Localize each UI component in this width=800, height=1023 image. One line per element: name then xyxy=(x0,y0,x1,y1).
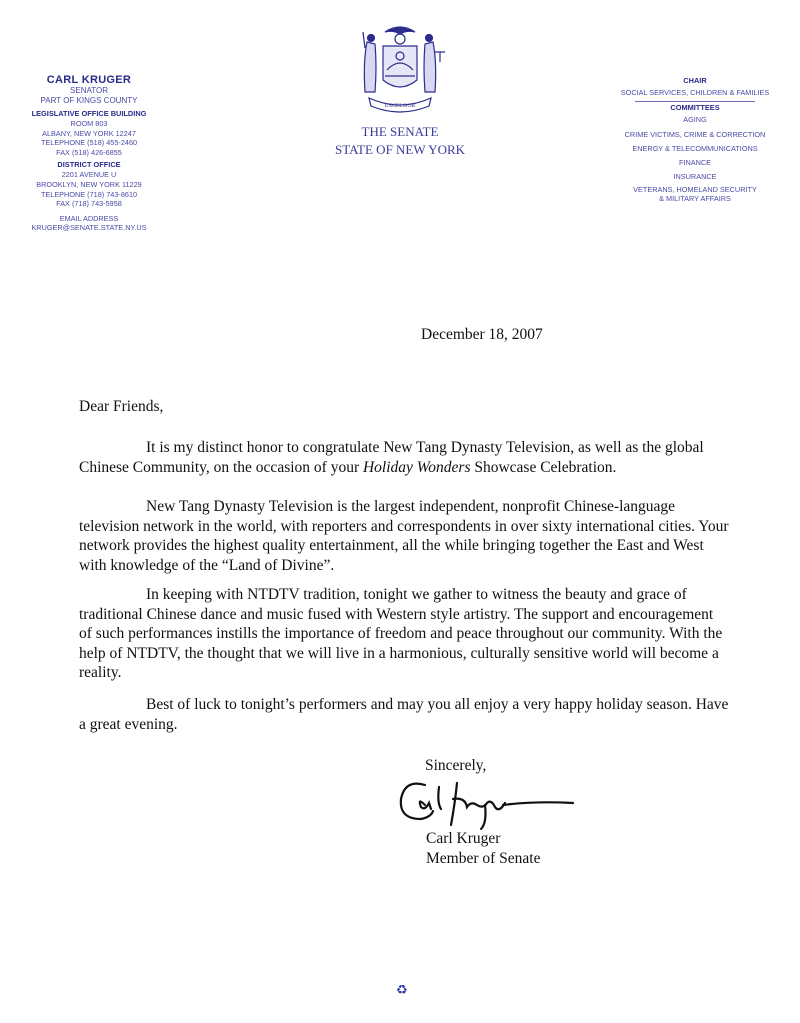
senate-title: THE SENATE xyxy=(361,124,439,139)
chair-committee: SOCIAL SERVICES, CHILDREN & FAMILIES xyxy=(620,88,770,97)
paragraph-3: In keeping with NTDTV tradition, tonight we gather to witness the beauty and grace of traditional Chinese dance and music fused with Western style artistry. The support and encouragement of such performances instills the importance of freedom and peace throughout our community. With the help of NTDTV, the thought that we will live in a harmonious, culturally sensitive world will become a reality. xyxy=(79,586,723,681)
letterhead-left xyxy=(0,74,178,233)
committee-item: CRIME VICTIMS, CRIME & CORRECTION xyxy=(624,129,766,139)
legislative-line: ROOM 803 xyxy=(70,119,108,128)
seal-motto: EXCELSIOR xyxy=(384,103,416,109)
legislative-line: TELEPHONE (518) 455-2460 xyxy=(40,138,138,148)
committee-item-cont: & MILITARY AFFAIRS xyxy=(659,193,731,203)
letterhead-right xyxy=(590,76,800,203)
legislative-office-heading: LEGISLATIVE OFFICE BUILDING xyxy=(31,109,147,118)
committees-heading: COMMITTEES xyxy=(670,103,720,113)
legislative-line: FAX (518) 426-6855 xyxy=(56,147,122,157)
p1-text-b: Showcase Celebration. xyxy=(470,458,617,476)
paragraph-1 xyxy=(79,438,729,477)
salutation: Dear Friends, xyxy=(79,398,164,415)
legislative-line: ALBANY, NEW YORK 12247 xyxy=(42,128,136,138)
letter-date: December 18, 2007 xyxy=(421,326,543,343)
divider xyxy=(635,101,755,102)
committee-item: ENERGY & TELECOMMUNICATIONS xyxy=(632,143,758,153)
event-name: Holiday Wonders xyxy=(362,458,471,476)
committee-item: VETERANS, HOMELAND SECURITY xyxy=(633,184,757,194)
state-title: STATE OF NEW YORK xyxy=(334,142,466,157)
committee-item: FINANCE xyxy=(678,158,712,168)
state-seal-icon xyxy=(345,22,455,118)
committee-item: AGING xyxy=(683,115,707,125)
senator-title: SENATOR xyxy=(70,86,108,95)
signature-icon xyxy=(395,773,585,833)
senator-name: CARL KRUGER xyxy=(46,74,132,86)
paragraph-2: New Tang Dynasty Television is the largest independent, nonprofit Chinese-language television network in the world, with reporters and correspondents in over sixty international cities. Your network provides the highest quality entertainment, all the while bringing together the East and West with knowledge of the “Land of Divine”. xyxy=(79,498,729,574)
signer-name: Carl Kruger xyxy=(426,830,501,847)
district-office-heading: DISTRICT OFFICE xyxy=(57,160,121,170)
closing: Sincerely, xyxy=(425,757,487,774)
district-line: TELEPHONE (718) 743-8610 xyxy=(40,189,138,199)
recycle-icon: ♻ xyxy=(396,983,408,998)
signature-block xyxy=(426,829,541,868)
email-address: KRUGER@SENATE.STATE.NY.US xyxy=(31,223,147,233)
paragraph-4: Best of luck to tonight’s performers and may you all enjoy a very happy holiday season. Have a great evening. xyxy=(79,696,729,733)
chair-heading: CHAIR xyxy=(683,76,707,85)
committee-item: INSURANCE xyxy=(673,172,717,182)
district-line: 2201 AVENUE U xyxy=(61,170,117,180)
senator-district: PART OF KINGS COUNTY xyxy=(40,96,138,105)
email-heading: EMAIL ADDRESS xyxy=(59,213,119,223)
district-line: BROOKLYN, NEW YORK 11229 xyxy=(36,179,142,189)
letterhead-center xyxy=(310,22,490,159)
signer-title: Member of Senate xyxy=(426,849,541,867)
p1-text-a: It is my distinct honor to congratulate New Tang Dynasty Television, as well as the global Chinese Community, on the occasion of your xyxy=(79,439,704,476)
district-line: FAX (718) 743-5958 xyxy=(56,199,122,209)
